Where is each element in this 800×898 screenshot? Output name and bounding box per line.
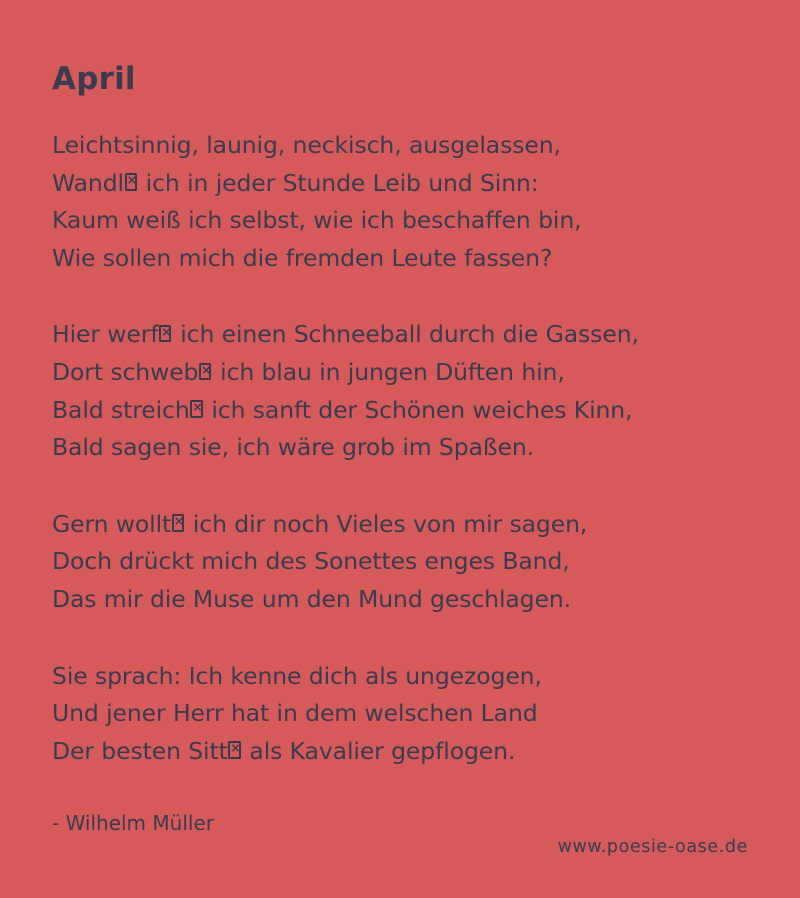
- poem-line: Wandl× ich in jeder Stunde Leib und Sinn:: [52, 165, 748, 203]
- poem-line: Leichtsinnig, launig, neckisch, ausgelassen,: [52, 131, 561, 159]
- missing-glyph-icon: [159, 325, 171, 342]
- poem-line: Hier werf× ich einen Schneeball durch die Gassen,: [52, 316, 748, 354]
- poem-line: Kaum weiß ich selbst, wie ich beschaffen bin,: [52, 206, 582, 235]
- poem-line: Bald streich× ich sanft der Schönen weiches Kinn,: [52, 392, 748, 430]
- poem-line: Doch drückt mich des Sonettes enges Band,: [52, 547, 570, 576]
- poem-line: Bald sagen sie, ich wäre grob im Spaßen.: [52, 433, 535, 462]
- missing-glyph-icon: [228, 741, 240, 758]
- stanza-2: [52, 316, 748, 466]
- missing-glyph-icon: [172, 514, 184, 531]
- missing-glyph-icon: [125, 173, 137, 190]
- poem-line: Das mir die Muse um den Mund geschlagen.: [52, 584, 572, 613]
- stanza-3: [52, 506, 748, 619]
- website-url: www.poesie-oase.de: [557, 837, 748, 857]
- missing-glyph-icon: [190, 400, 202, 417]
- missing-glyph-icon: [199, 363, 211, 380]
- poem-line: Gern wollt× ich dir noch Vieles von mir sagen,: [52, 506, 748, 544]
- poem-title: April: [52, 61, 136, 97]
- stanza-1: [52, 127, 748, 277]
- poem-line: Der besten Sitt× als Kavalier gepflogen.: [52, 733, 748, 771]
- poem-author: - Wilhelm Müller: [52, 811, 214, 836]
- poem-line: Und jener Herr hat in dem welschen Land: [52, 699, 538, 728]
- poem-line: Sie sprach: Ich kenne dich als ungezogen,: [52, 661, 542, 690]
- stanza-4: [52, 658, 748, 771]
- poem-line: Dort schweb× ich blau in jungen Düften hin,: [52, 354, 748, 392]
- poem-line: Wie sollen mich die fremden Leute fassen?: [52, 243, 553, 272]
